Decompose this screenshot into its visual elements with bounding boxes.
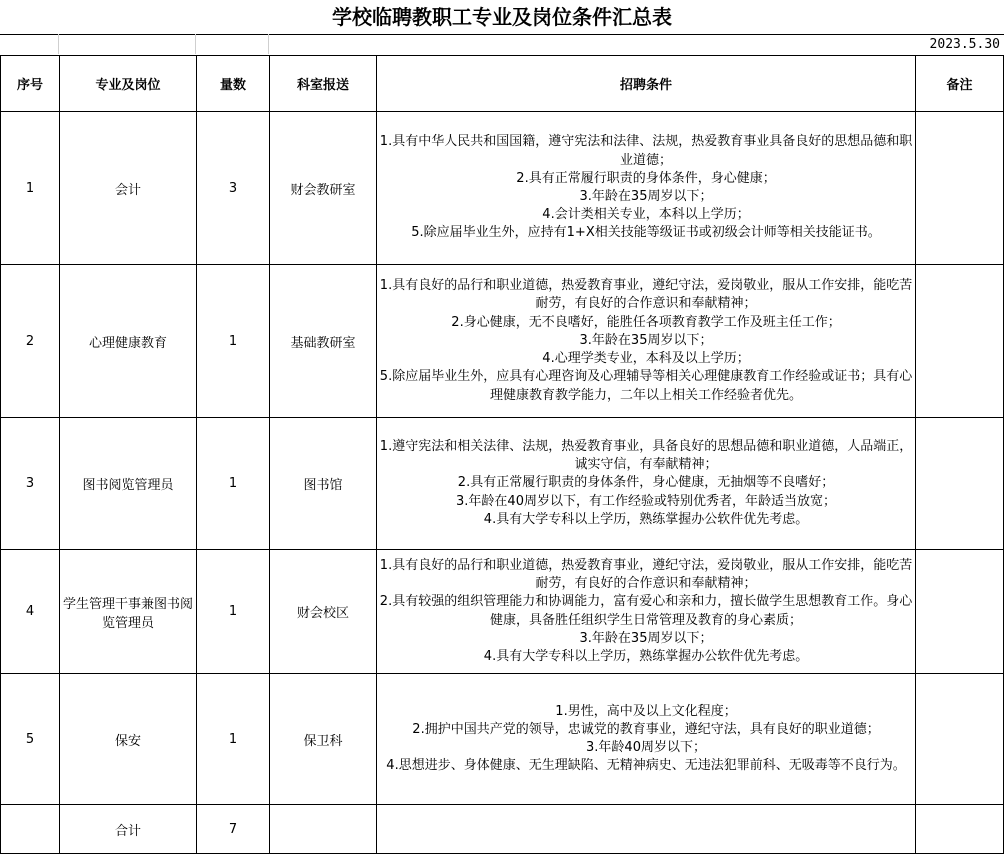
requirement-line: 3.年龄在40周岁以下，有工作经验或特别优秀者，年龄适当放宽；: [456, 493, 836, 509]
table-row: [1, 112, 1004, 265]
cell-count[interactable]: 1: [197, 418, 270, 550]
cell-requirements[interactable]: [377, 418, 916, 550]
requirement-line: 4.具有大学专科以上学历，熟练掌握办公软件优先考虑。: [483, 511, 809, 527]
requirement-line: 3.年龄40周岁以下；: [586, 740, 706, 755]
cell-requirements[interactable]: [377, 112, 916, 265]
cell-dept[interactable]: 图书馆: [270, 418, 377, 550]
header-remarks[interactable]: 备注: [916, 56, 1004, 112]
requirement-line: 2.身心健康，无不良嗜好，能胜任各项教育教学工作及班主任工作；: [451, 314, 841, 330]
cell-position[interactable]: 心理健康教育: [60, 265, 197, 418]
cell-no[interactable]: 3: [1, 418, 60, 550]
cell-requirements[interactable]: [377, 805, 916, 854]
cell-dept[interactable]: 财会教研室: [270, 112, 377, 265]
blank-cell[interactable]: [0, 34, 59, 54]
cell-position[interactable]: 会计: [60, 112, 197, 265]
requirement-line: 1.男性，高中及以上文化程度；: [555, 703, 737, 719]
header-dept[interactable]: 科室报送: [270, 56, 377, 112]
table-header-row: [1, 56, 1004, 112]
table-row: [1, 265, 1004, 418]
cell-no[interactable]: 2: [1, 265, 60, 418]
total-row: [1, 805, 1004, 854]
table-row: [1, 550, 1004, 674]
requirement-line: 1.具有良好的品行和职业道德，热爱教育事业，遵纪守法，爱岗敬业，服从工作安排，能吃苦耐劳，有良好的合作意识和奉献精神；: [379, 278, 913, 312]
cell-remarks[interactable]: [916, 265, 1004, 418]
requirement-line: 4.思想进步、身体健康、无生理缺陷、无精神病史、无违法犯罪前科、无吸毒等不良行为。: [386, 758, 906, 774]
requirement-line: 4.会计类相关专业，本科以上学历；: [542, 207, 750, 223]
cell-count[interactable]: 3: [197, 112, 270, 265]
cell-position[interactable]: 图书阅览管理员: [60, 418, 197, 550]
requirements-table: [0, 55, 1004, 854]
sheet-title[interactable]: 学校临聘教职工专业及岗位条件汇总表: [0, 0, 1004, 35]
requirement-line: 3.年龄在35周岁以下；: [579, 189, 713, 204]
cell-no[interactable]: 5: [1, 674, 60, 805]
header-requirements[interactable]: 招聘条件: [377, 56, 916, 112]
cell-no[interactable]: 4: [1, 550, 60, 674]
requirement-line: 2.具有正常履行职责的身体条件，身心健康，无抽烟等不良嗜好；: [457, 475, 835, 491]
cell-dept[interactable]: 保卫科: [270, 674, 377, 805]
blank-cell[interactable]: [59, 34, 196, 54]
cell-dept[interactable]: 基础教研室: [270, 265, 377, 418]
cell-remarks[interactable]: [916, 674, 1004, 805]
cell-remarks[interactable]: [916, 418, 1004, 550]
header-count[interactable]: 量数: [197, 56, 270, 112]
total-label[interactable]: 合计: [60, 805, 197, 854]
cell-requirements[interactable]: [377, 265, 916, 418]
requirement-line: 2.具有较强的组织管理能力和协调能力，富有爱心和亲和力，擅长做学生思想教育工作。身心健康，具备胜任组织学生日常管理及教育的身心素质；: [379, 594, 913, 628]
requirement-line: 1.具有良好的品行和职业道德，热爱教育事业，遵纪守法，爱岗敬业，服从工作安排，能吃苦耐劳，有良好的合作意识和奉献精神；: [379, 557, 913, 592]
cell-remarks[interactable]: [916, 805, 1004, 854]
requirement-line: 5.除应届毕业生外，应具有心理咨询及心理辅导等相关心理健康教育工作经验或证书；具有心理健康教育教学能力，二年以上相关工作经验者优先。: [379, 369, 913, 403]
requirement-line: 2.具有正常履行职责的身体条件，身心健康；: [516, 170, 776, 186]
requirement-line: 4.具有大学专科以上学历，熟练掌握办公软件优先考虑。: [483, 648, 809, 664]
cell-count[interactable]: 1: [197, 550, 270, 674]
blank-cell[interactable]: [196, 34, 269, 54]
cell-dept[interactable]: [270, 805, 377, 854]
requirement-line: 3.年龄在35周岁以下；: [579, 630, 713, 646]
cell-count[interactable]: 1: [197, 674, 270, 805]
cell-position[interactable]: 保安: [60, 674, 197, 805]
table-row: [1, 418, 1004, 550]
cell-requirements[interactable]: [377, 674, 916, 805]
requirement-line: 3.年龄在35周岁以下；: [579, 332, 713, 348]
total-count[interactable]: 7: [197, 805, 270, 854]
cell-requirements[interactable]: [377, 550, 916, 674]
cell-no[interactable]: 1: [1, 112, 60, 265]
requirement-line: 2.拥护中国共产党的领导，忠诚党的教育事业，遵纪守法，具有良好的职业道德；: [412, 721, 880, 737]
requirement-line: 5.除应届毕业生外，应持有1+X相关技能等级证书或初级会计师等相关技能证书。: [411, 225, 881, 241]
table-row: [1, 674, 1004, 805]
cell-remarks[interactable]: [916, 550, 1004, 674]
requirement-line: 1.具有中华人民共和国国籍，遵守宪法和法律、法规，热爱教育事业具备良好的思想品德和职业道德；: [379, 134, 913, 168]
cell-dept[interactable]: 财会校区: [270, 550, 377, 674]
date-cell[interactable]: 2023.5.30: [929, 37, 1000, 52]
cell-position[interactable]: 学生管理干事兼图书阅览管理员: [60, 550, 197, 674]
requirement-line: 4.心理学类专业，本科及以上学历；: [542, 351, 750, 367]
cell-remarks[interactable]: [916, 112, 1004, 265]
header-position[interactable]: 专业及岗位: [60, 56, 197, 112]
cell-no[interactable]: [1, 805, 60, 854]
header-no[interactable]: 序号: [1, 56, 60, 112]
requirement-line: 1.遵守宪法和相关法律、法规，热爱教育事业，具备良好的思想品德和职业道德，人品端正，诚实守信，有奉献精神；: [379, 438, 913, 473]
cell-count[interactable]: 1: [197, 265, 270, 418]
